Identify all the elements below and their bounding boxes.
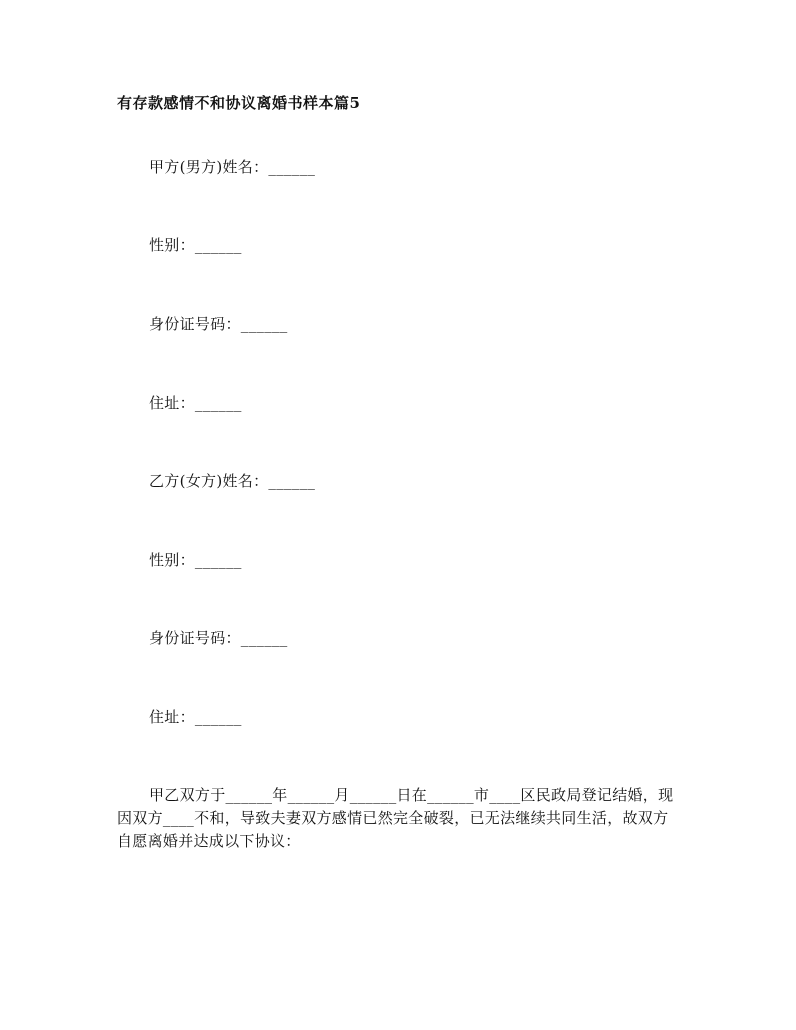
paragraph-line: 因双方____不和，导致夫妻双方感情已然完全破裂，已无法继续共同生活，故双方 — [117, 809, 669, 827]
party-a-gender-field: 性别：______ — [149, 236, 242, 254]
party-a-name-field: 甲方(男方)姓名：______ — [149, 158, 316, 176]
paragraph-line: 甲乙双方于______年______月______日在______市____区民政局登记结婚，现 — [149, 786, 674, 804]
party-a-id-number-field: 身份证号码：______ — [149, 315, 288, 333]
document-title: 有存款感情不和协议离婚书样本篇5 — [117, 94, 361, 112]
party-b-name-field: 乙方(女方)姓名：______ — [149, 472, 316, 490]
party-a-address-field: 住址：______ — [149, 394, 242, 412]
party-b-gender-field: 性别：______ — [149, 551, 242, 569]
agreement-intro-paragraph — [117, 784, 683, 853]
party-b-id-number-field: 身份证号码：______ — [149, 629, 288, 647]
paragraph-line: 自愿离婚并达成以下协议： — [117, 832, 301, 850]
party-b-address-field: 住址：______ — [149, 708, 242, 726]
